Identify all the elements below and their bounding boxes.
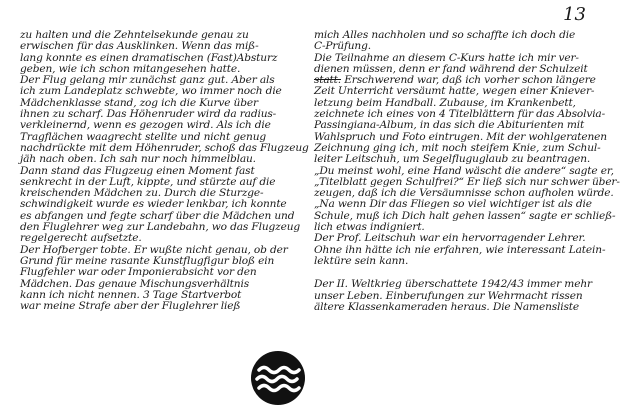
text-line: ältere Klassenkameraden heraus. Die Namensliste [314, 300, 580, 313]
text-line: leiter Leitschuh, um Segelfluguglaub zu beantragen. [314, 153, 591, 166]
text-line: unser Leben. Einberufungen zur Wehrmacht rissen [314, 289, 583, 302]
text-line: dienen müssen, denn er fand während der Schulzeit [314, 62, 588, 75]
text-line: „Du meinst wohl, eine Hand wäscht die andere“ sagte er, [314, 164, 614, 177]
text-line: Ohne ihn hätte ich nie erfahren, wie interessant Latein- [314, 243, 606, 256]
text-line: zu halten und die Zehntelsekunde genau zu [20, 29, 249, 41]
text-line: es abfangen und fegte scharf über die Mädchen und [20, 209, 295, 222]
text-fragment: Erschwerend war, daß ich vorher schon längere [341, 74, 596, 87]
text-line: nachdrückte mit dem Höhenruder, schoß das Flugzeug [20, 141, 309, 154]
text-line: „Titelblatt gegen Schulfrei?“ Er ließ sich nur schwer über- [314, 175, 620, 188]
text-line: Schule, muß ich Dich halt gehen lassen“ sagte er schließ- [314, 209, 616, 222]
text-line: Flugfehler war oder Imponierabsicht vor den [20, 266, 257, 279]
text-line: den Fluglehrer weg zur Landebahn, wo das Flugzeug [20, 221, 301, 234]
text-line: Der II. Weltkrieg überschattete 1942/43 immer mehr [314, 278, 592, 291]
text-line: lektüre sein kann. [314, 254, 409, 267]
text-line: Zeit Unterricht versäumt hatte, wegen einer Kniever- [314, 85, 595, 98]
text-line: Tragflächen waagrecht stellte und nicht genug [20, 130, 267, 143]
text-line: kann ich nicht nennen. 3 Tage Startverbot [20, 288, 242, 301]
text-line: Die Teilnahme an diesem C-Kurs hatte ich mir ver- [314, 51, 579, 64]
text-line: C-Prüfung. [314, 40, 371, 53]
text-line: Mädchenklasse stand, zog ich die Kurve über [20, 96, 258, 109]
text-line: Grund für meine rasante Kunstflugfigur bloß ein [20, 254, 275, 267]
page-number: 13 [563, 4, 586, 25]
text-line: letzung beim Handball. Zubause, im Krankenbett, [314, 96, 576, 109]
text-line: Der Hofberger tobte. Er wußte nicht genau, ob der [20, 243, 288, 256]
text-line: erwischen für das Ausklinken. Wenn das miß- [20, 40, 259, 53]
wave-logo-icon [250, 350, 306, 406]
text-line: zeichnete ich eines von 4 Titelblättern für das Absolvia- [314, 108, 606, 121]
text-line: Wahlspruch und Foto eintrugen. Mit der wohlgeratenen [314, 130, 607, 143]
text-line: war meine Strafe aber der Fluglehrer ließ [20, 300, 241, 313]
text-line: Passingiana-Album, in das sich die Abiturienten mit [314, 119, 585, 132]
text-line: zeugen, daß ich die Versäumnisse schon aufholen würde. [314, 187, 614, 200]
text-line: senkrecht in der Luft, kippte, und stürzte auf die [20, 175, 276, 188]
text-line: mich Alles nachholen und so schaffte ich doch die [314, 29, 576, 41]
left-column [20, 29, 309, 313]
struck-out-word: statt. [314, 74, 341, 87]
text-line: ihnen zu scharf. Das Höhenruder wird da radius- [20, 108, 277, 121]
text-line: Der Flug gelang mir zunächst ganz gut. Aber als [20, 74, 275, 87]
text-line: geben, wie ich schon mitangesehen hatte. [20, 62, 241, 75]
text-line: jäh nach oben. Ich sah nur noch himmelblau. [20, 153, 256, 166]
text-line: „Na wenn Dir das Fliegen so viel wichtiger ist als die [314, 198, 592, 211]
text-line: Dann stand das Flugzeug einen Moment fast [20, 164, 255, 177]
text-line: ich zum Landeplatz schwebte, wo immer noch die [20, 85, 282, 98]
text-line: Zeichnung ging ich, mit noch steifem Knie, zum Schul- [314, 141, 601, 154]
text-line: regelgerecht aufsetzte. [20, 232, 142, 245]
text-line: schwindigkeit wurde es wieder lenkbar, ich konnte [20, 198, 287, 211]
text-line: kreischenden Mädchen zu. Durch die Sturzge- [20, 187, 264, 200]
right-column [314, 29, 620, 313]
text-line: Mädchen. Das genaue Mischungsverhältnis [20, 277, 249, 290]
text-line: verkleinernd, wenn es gezogen wird. Als ich die [20, 119, 271, 132]
text-line: Der Prof. Leitschuh war ein hervorragender Lehrer. [314, 232, 586, 245]
text-line: lang konnte es einen dramatischen (Fast)Absturz [20, 51, 278, 64]
text-line: lich etwas indigniert. [314, 221, 425, 234]
